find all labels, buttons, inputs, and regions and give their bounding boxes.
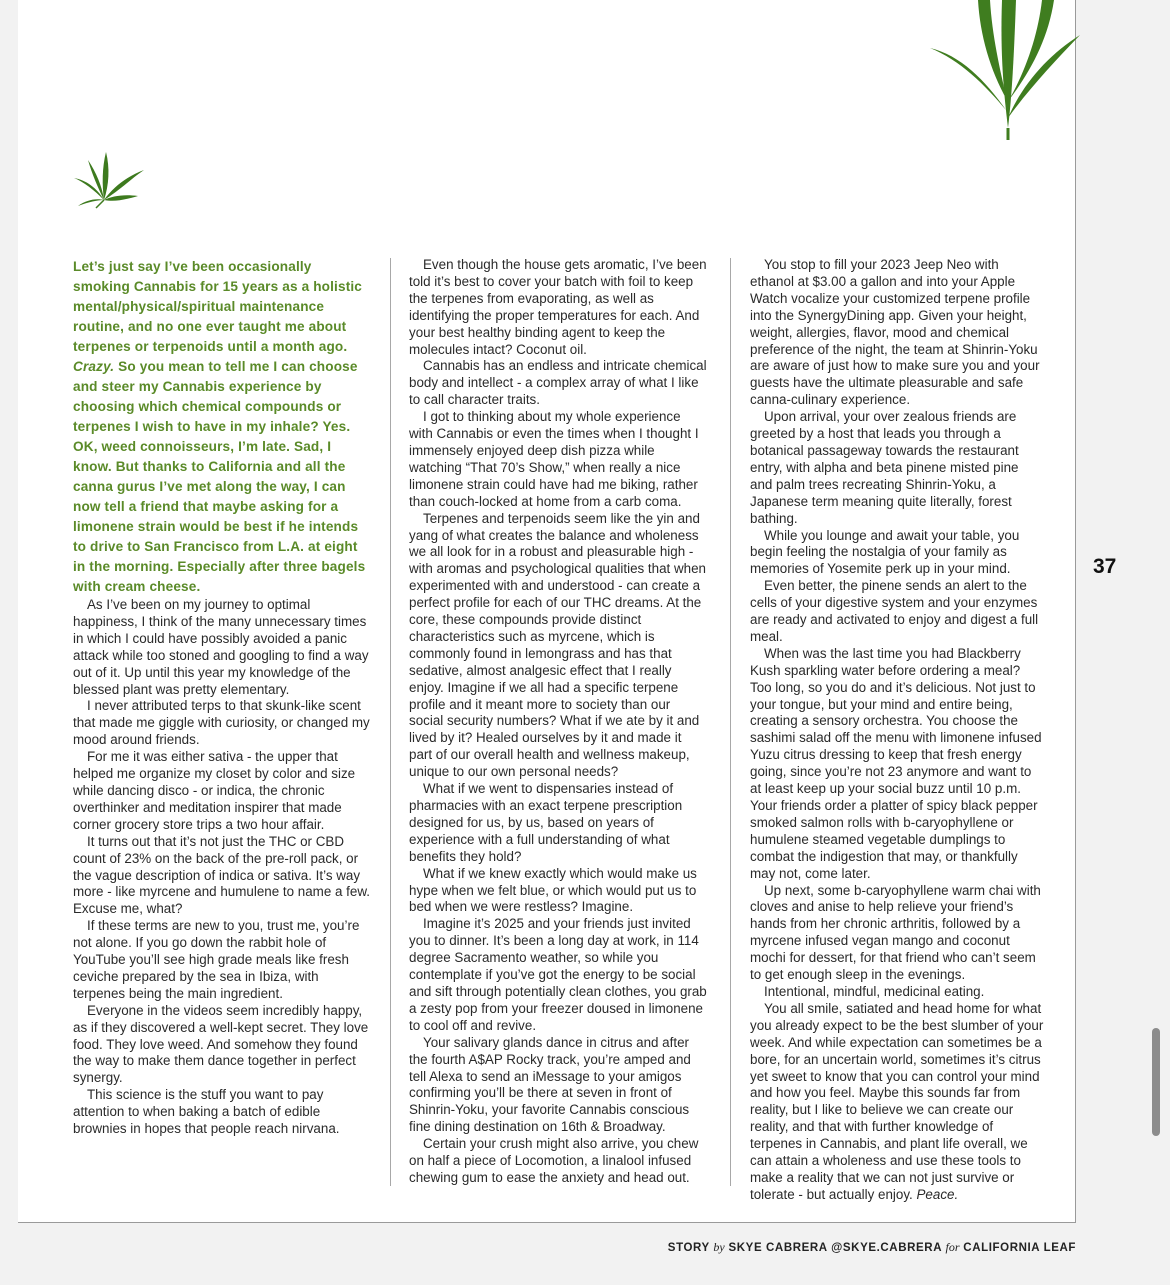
column-divider	[390, 258, 391, 1186]
paragraph: Certain your crush might also arrive, you chew on half a piece of Locomotion, a linalool infused chewing gum to ease the anxiety and head out.	[409, 1136, 699, 1185]
paragraph: Upon arrival, your over zealous friends are greeted by a host that leads you through a botanical passageway towards the restaurant entry, with alpha and beta pinene misted pine and palm trees recreating Shinrin-Yoku, a Japanese term meaning quite literally, forest bathing.	[750, 409, 1019, 526]
story-credit	[668, 1240, 1076, 1255]
paragraph: If these terms are new to you, trust me, you’re not alone. If you go down the rabbit hole of YouTube you’ll see high grade meals like fresh ceviche prepared by the sea in Ibiza, with terpenes being the main ingredient.	[73, 918, 360, 1001]
credit-author: SKYE CABRERA @SKYE.CABRERA	[728, 1242, 942, 1254]
paragraph: What if we went to dispensaries instead of pharmacies with an exact terpene prescription designed for us, by us, based on years of experience with a full understanding of what benefits they hold?	[409, 781, 683, 864]
paragraph: While you lounge and await your table, you begin feeling the nostalgia of your family as memories of Yosemite perk up in your mind.	[750, 527, 1020, 577]
paragraph: Up next, some b-caryophyllene warm chai with cloves and anise to help relieve your friend’s hands from her chronic arthritis, followed by a myrcene infused vegan mango and coconut mochi for dessert, for that friend who can’t seem to get enough sleep in the evenings.	[750, 882, 1041, 983]
paragraph: For me it was either sativa - the upper that helped me organize my closet by color and size while dancing disco - or indica, the chronic overthinker and meditation inspirer that made corner grocery store trips a two hour affair.	[73, 749, 356, 832]
paragraph: I never attributed terps to that skunk-like scent that made me giggle with curiosity, or changed my mood around friends.	[73, 698, 370, 748]
intro-emphasis: Crazy.	[73, 359, 115, 374]
page-edge-rule	[1075, 0, 1076, 1222]
intro-text-start: Let’s just say I’ve been occasionally smoking Cannabis for 15 years as a holistic mental/physical/spiritual maintenance routine, and no one ever taught me about terpenes or terpenoids until a month ago.	[73, 259, 363, 354]
paragraph: Even though the house gets aromatic, I’ve been told it’s best to cover your batch with foil to keep the terpenes from evaporating, as well as identifying the proper temperatures for each. And your best healthy binding agent to keep the molecules intact? Coconut oil.	[409, 257, 707, 357]
paragraph	[750, 1001, 1044, 1204]
credit-by: by	[713, 1240, 725, 1254]
paragraph: When was the last time you had Blackberry Kush sparkling water before ordering a meal? Too long, so you do and it’s delicious. Not just to your tongue, but your mind and entire being, creating a sensory orchestra. You choose the sashimi salad off the menu with limonene infused Yuzu citrus dressing to keep that fresh energy going, since you’re not 23 anymore and want to at least keep up your social buzz until 10 p.m. Your friends order a platter of spicy black pepper smoked salmon rolls with b-caryophyllene or humulene steamed vegetable dumplings to combat the indigestion that may, or thankfully may not, come later.	[750, 645, 1042, 881]
credit-publication: CALIFORNIA LEAF	[963, 1242, 1076, 1254]
credit-story: STORY	[667, 1242, 710, 1254]
paragraph: It turns out that it’s not just the THC or CBD count of 23% on the back of the pre-roll pack, or the vague description of indica or sativa. It’s way more - like myrcene and humulene to name a few. Excuse me, what?	[73, 833, 370, 917]
paragraph: What if we knew exactly which would make us hype when we felt blue, or which would put us to bed when we were restless? Imagine.	[409, 865, 697, 915]
closing-text: You all smile, satiated and head home for what you already expect to be the best slumber of your week. And while expectation can sometimes be a bore, for an uncertain world, sometimes it’s citrus yet sweet to know that you can control your mind and how you feel. Maybe this sounds far from reality, but I like to believe we can create our reality, and that with further knowledge of terpenes in Cannabis, and plant life overall, we can attain a wholeness and use these tools to make a reality that we can not just survive or tolerate - but actually enjoy.	[750, 1000, 1044, 1202]
intro-text-end: So you mean to tell me I can choose and steer my Cannabis experience by choosing which chemical compounds or terpenes I wish to have in my inhale? Yes. OK, weed connoisseurs, I’m late. Sad, I know. But thanks to California and all the canna gurus I’ve met along the way, I can now tell a friend that maybe asking for a limonene strain would be best if he intends to drive to San Francisco from L.A. at eight in the morning. Especially after three bagels with cream cheese.	[73, 359, 366, 594]
paragraph: Cannabis has an endless and intricate chemical body and intellect - a complex array of what I like to call character traits.	[409, 358, 707, 408]
paragraph: This science is the stuff you want to pay attention to when baking a batch of edible brownies in hopes that people reach nirvana.	[73, 1087, 340, 1137]
column-divider	[730, 258, 731, 1186]
paragraph: You stop to fill your 2023 Jeep Neo with ethanol at $3.00 a gallon and into your Apple Watch vocalize your customized terpene profile into the SynergyDining app. Given your height, weight, allergies, flavor, mood and chemical preference of the night, the team at Shinrin-Yoku are aware of just how to make sure you and your guests have the ultimate pleasurable and safe canna-culinary experience.	[750, 257, 1040, 408]
paragraph: Imagine it’s 2025 and your friends just invited you to dinner. It’s been a long day at work, in 114 degree Sacramento weather, so while you contemplate if you’ve got the energy to be social and sift through potentially clean clothes, you grab a zesty pop from your freezer doused in limonene to cool off and revive.	[409, 916, 707, 1033]
closing-emphasis: Peace.	[916, 1186, 959, 1202]
paragraph: Everyone in the videos seem incredibly happy, as if they discovered a well-kept secret. They love food. They love weed. And somehow they found the way to make them dance together in perfect synergy.	[73, 1002, 369, 1086]
paragraph: As I’ve been on my journey to optimal happiness, I think of the many unnecessary times in which I could have possibly avoided a panic attack while too stoned and googling to find a way out of it. Up until this year my knowledge of the blessed plant was pretty elementary.	[73, 597, 369, 697]
paragraph: Your salivary glands dance in citrus and after the fourth A$AP Rocky track, you’re amped and tell Alexa to send an iMessage to your amigos confirming you’ll be there at seven in front of Shinrin-Yoku, your favorite Cannabis conscious fine dining destination on 16th & Broadway.	[409, 1034, 691, 1135]
page-number: 37	[1093, 555, 1117, 578]
article-column-3	[750, 257, 1044, 1204]
intro-paragraph	[73, 257, 370, 597]
paragraph: I got to thinking about my whole experience with Cannabis or even the times when I thought I immensely enjoyed deep dish pizza while watching “That 70’s Show,” when really a nice limonene strain could have had me biking, rather than couch-locked at home from a carb coma.	[409, 409, 699, 509]
credit-for: for	[945, 1240, 960, 1254]
paragraph: Intentional, mindful, medicinal eating.	[764, 983, 985, 999]
paragraph: Terpenes and terpenoids seem like the yin and yang of what creates the balance and wholeness we all look for in a robust and pleasurable high - with aromas and psychological qualities that when experimented with and understood - can create a perfect profile for each of our THC dreams. At the core, these compounds provide distinct characteristics such as myrcene, which is commonly found in lemongrass and has that sedative, almost analgesic effect that I really enjoy. Imagine if we all had a specific terpene profile and it meant more to society than our social security numbers? What if we ate by it and lived by it? Healed ourselves by it and made it part of our overall health and wellness makeup, unique to our own personal needs?	[409, 510, 706, 780]
cannabis-leaf-top-icon	[930, 0, 1080, 140]
scrollbar-thumb[interactable]	[1152, 1028, 1160, 1136]
paragraph: Even better, the pinene sends an alert to the cells of your digestive system and your enzymes are ready and activated to enjoy and digest a full meal.	[750, 578, 1039, 644]
article-column-2	[409, 257, 707, 1187]
cannabis-leaf-small-icon	[72, 150, 162, 212]
article-column-1	[73, 257, 370, 1138]
